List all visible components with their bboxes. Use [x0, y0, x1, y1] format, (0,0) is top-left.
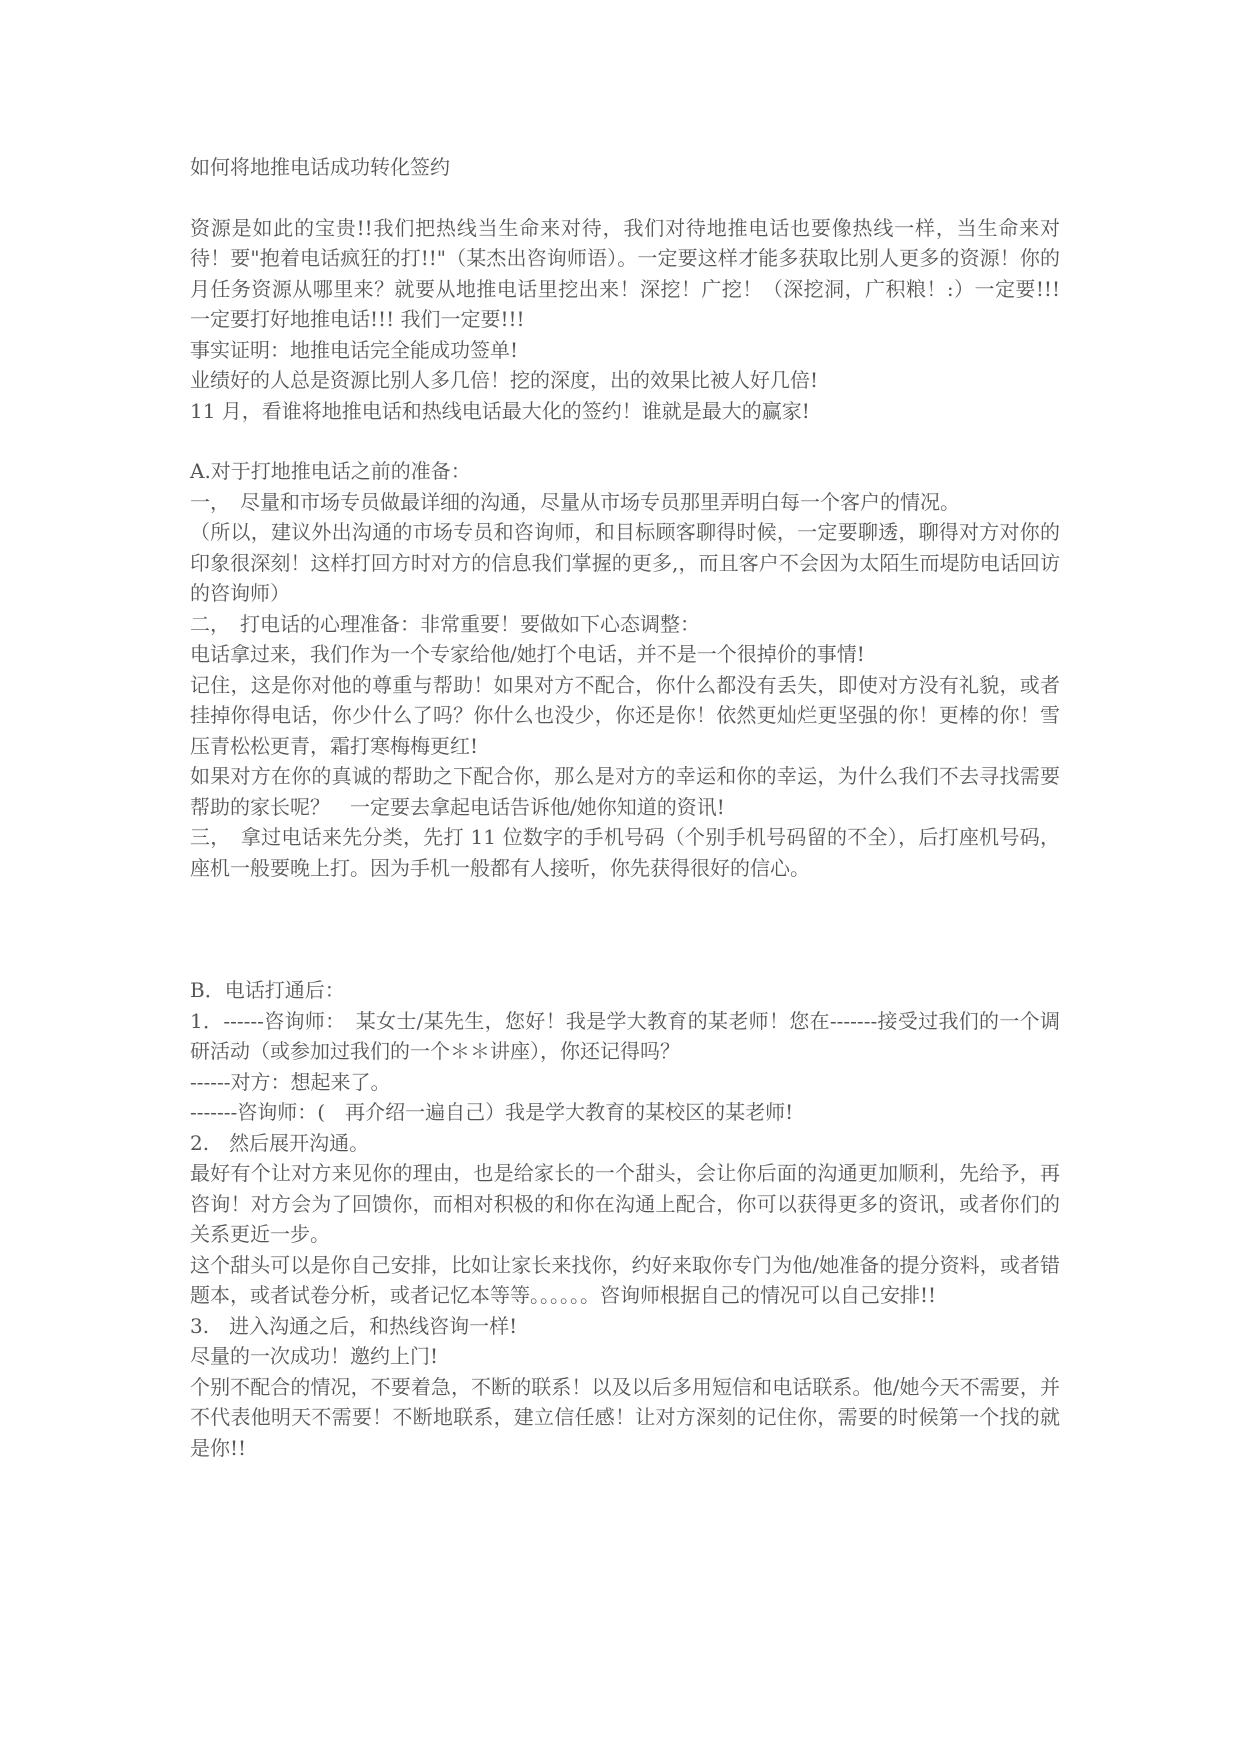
- spacer: [190, 426, 1060, 456]
- section-b-paragraph: -------咨询师：( 再介绍一遍自己）我是学大教育的某校区的某老师!: [190, 1100, 794, 1124]
- document-title: 如何将地推电话成功转化签约: [190, 155, 450, 179]
- intro-paragraph: 业绩好的人总是资源比别人多几倍！挖的深度，出的效果比被人好几倍!: [190, 368, 819, 392]
- section-a-paragraph: 三， 拿过电话来先分类，先打 11 位数字的手机号码（个别手机号码留的不全），后打座机号码，座机一般要晚上打。因为手机一般都有人接听，你先获得很好的信心。: [190, 825, 1060, 880]
- intro-paragraph: 资源是如此的宝贵!!我们把热线当生命来对待，我们对待地推电话也要像热线一样，当生命来对待！要"抱着电话疯狂的打!!"（某杰出咨询师语）。一定要这样才能多获取比别人更多的资源！你的月任务资源从哪里来？就要从地推电话里挖出来！深挖！广挖！（深挖洞，广积粮！:）一定要!!! 一定要打好地推电话!!! 我们一定要!!!: [190, 215, 1060, 331]
- section-b-paragraph: 1．------咨询师： 某女士/某先生，您好！我是学大教育的某老师！您在-------接受过我们的一个调研活动（或参加过我们的一个＊＊讲座），你还记得吗？: [190, 1008, 1060, 1063]
- section-b-paragraph: 尽量的一次成功！邀约上门!: [190, 1344, 439, 1368]
- section-b-paragraph: 最好有个让对方来见你的理由，也是给家长的一个甜头，会让你后面的沟通更加顺利，先给予，再咨询！对方会为了回馈你，而相对积极的和你在沟通上配合，你可以获得更多的资讯，或者你们的关系更近一步。: [190, 1161, 1060, 1246]
- section-a-paragraph: 一， 尽量和市场专员做最详细的沟通，尽量从市场专员那里弄明白每一个客户的情况。: [190, 489, 960, 514]
- intro-paragraph: 11 月，看谁将地推电话和热线电话最大化的签约！谁就是最大的赢家!: [190, 398, 810, 423]
- section-a-paragraph: （所以，建议外出沟通的市场专员和咨询师，和目标顾客聊得时候，一定要聊透，聊得对方对你的印象很深刻！这样打回方时对方的信息我们掌握的更多,，而且客户不会因为太陌生而堤防电话回访的咨询师）: [190, 520, 1060, 605]
- spacer: [190, 883, 1060, 975]
- document-body: [190, 152, 1060, 1463]
- section-b-paragraph: ------对方：想起来了。: [190, 1069, 391, 1094]
- intro-paragraph: 事实证明：地推电话完全能成功签单!: [190, 337, 519, 362]
- section-b-heading: B．电话打通后：: [190, 978, 345, 1002]
- section-a-paragraph: 电话拿过来，我们作为一个专家给他/她打个电话，并不是一个很掉价的事情!: [190, 642, 865, 666]
- section-b-paragraph: 这个甜头可以是你自己安排，比如让家长来找你，约好来取你专门为他/她准备的提分资料，或者错题本，或者试卷分析，或者记忆本等等。。。。。。咨询师根据自己的情况可以自己安排!!: [190, 1252, 1060, 1307]
- spacer: [190, 183, 1060, 213]
- section-b-paragraph: 个别不配合的情况，不要着急，不断的联系！以及以后多用短信和电话联系。他/她今天不需要，并不代表他明天不需要！不断地联系，建立信任感！让对方深刻的记住你，需要的时候第一个找的就是你!!: [190, 1374, 1060, 1460]
- section-b-paragraph: 3. 进入沟通之后，和热线咨询一样!: [190, 1313, 518, 1338]
- section-a-paragraph: 记住，这是你对他的尊重与帮助！如果对方不配合，你什么都没有丢失，即使对方没有礼貌，或者挂掉你得电话，你少什么了吗？你什么也没少，你还是你！依然更灿烂更坚强的你！更棒的你！雪压青松松更青，霜打寒梅梅更红!: [190, 672, 1060, 758]
- section-a-heading: A.对于打地推电话之前的准备：: [190, 459, 471, 483]
- section-a-paragraph: 二， 打电话的心理准备：非常重要！要做如下心态调整：: [190, 611, 700, 636]
- section-a-paragraph: 如果对方在你的真诚的帮助之下配合你，那么是对方的幸运和你的幸运，为什么我们不去寻找需要帮助的家长呢？ 一定要去拿起电话告诉他/她你知道的资讯!: [190, 764, 1060, 819]
- section-b-paragraph: 2. 然后展开沟通。: [190, 1130, 370, 1155]
